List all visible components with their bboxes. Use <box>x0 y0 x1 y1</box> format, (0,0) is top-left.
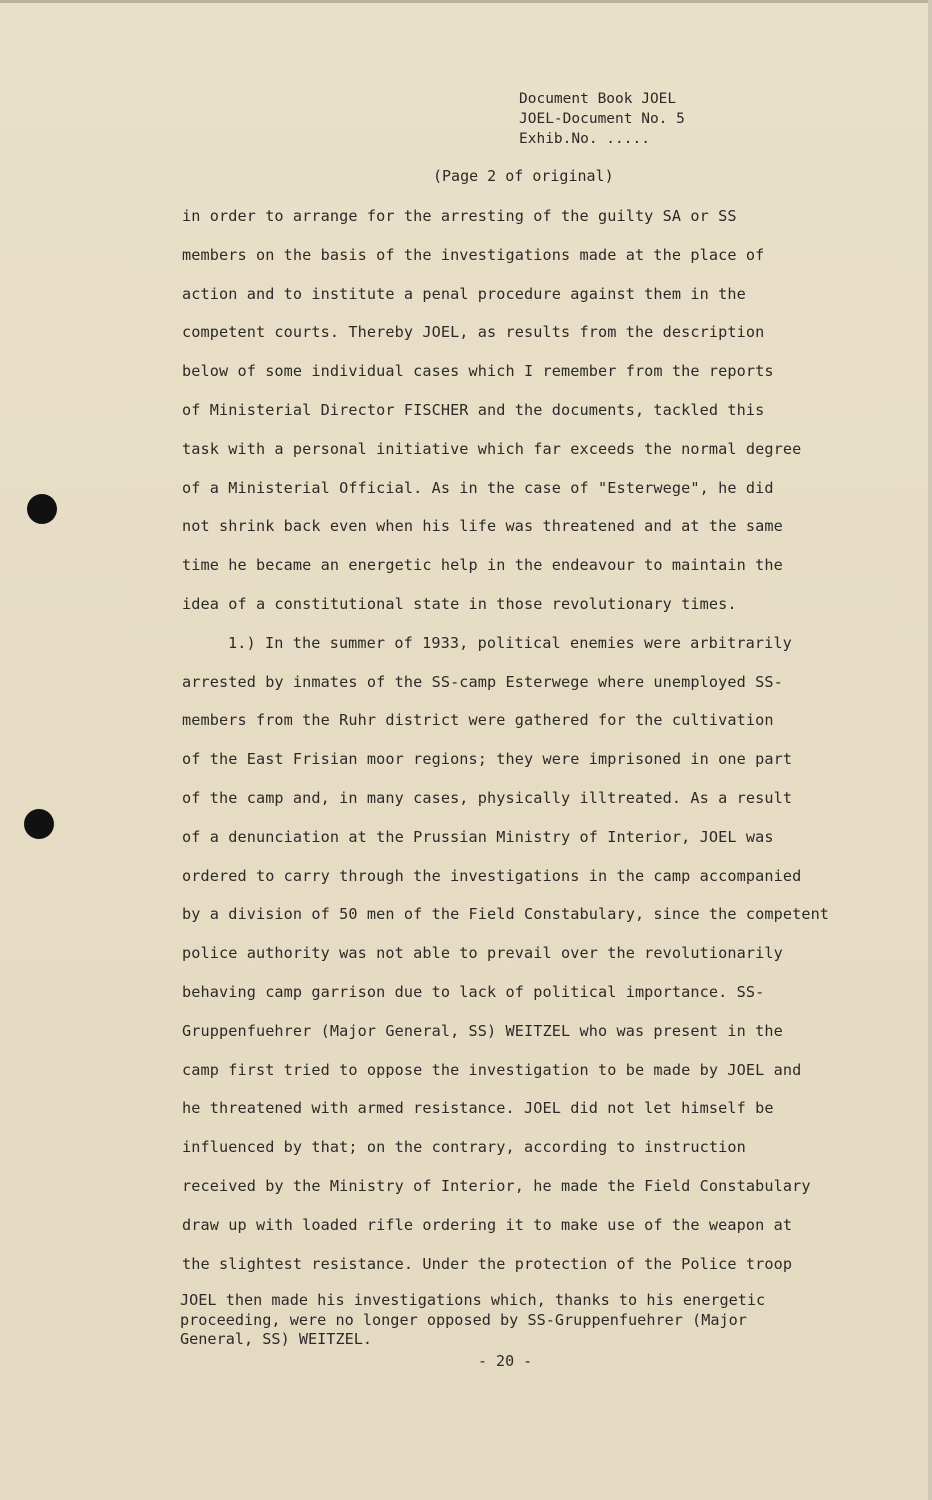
text-line: influenced by that; on the contrary, according to instruction <box>182 1138 746 1157</box>
text-line: competent courts. Thereby JOEL, as results from the description <box>182 323 765 342</box>
text-line: members on the basis of the investigations made at the place of <box>182 245 765 264</box>
text-line: of a Ministerial Official. As in the case of "Esterwege", he did <box>182 478 774 497</box>
text-line: members from the Ruhr district were gathered for the cultivation <box>182 711 774 730</box>
punch-hole-icon <box>24 809 54 839</box>
closing-text <box>180 1291 900 1350</box>
page-number: - 20 - <box>478 1352 533 1370</box>
page-of-original: (Page 2 of original) <box>433 167 614 185</box>
closing-line: General, SS) WEITZEL. <box>180 1330 373 1348</box>
text-line: task with a personal initiative which far exceeds the normal degree <box>182 439 802 458</box>
text-line: not shrink back even when his life was threatened and at the same <box>182 517 783 536</box>
text-line: of a denunciation at the Prussian Ministry of Interior, JOEL was <box>182 827 774 846</box>
closing-line: JOEL then made his investigations which, thanks to his energetic <box>180 1291 766 1309</box>
text-line: Gruppenfuehrer (Major General, SS) WEITZEL who was present in the <box>182 1021 783 1040</box>
exhibit-number: Exhib.No. ..... <box>519 131 650 147</box>
page-top-edge <box>0 0 932 3</box>
punch-hole-icon <box>27 494 57 524</box>
paragraph-1-start: 1.) In the summer of 1933, political enemies were arbitrarily <box>228 633 792 652</box>
closing-line: proceeding, were no longer opposed by SS-Gruppenfuehrer (Major <box>180 1310 747 1329</box>
text-line: below of some individual cases which I remember from the reports <box>182 362 774 381</box>
page-right-edge <box>928 0 932 1500</box>
text-line: time he became an energetic help in the endeavour to maintain the <box>182 556 783 575</box>
text-line: draw up with loaded rifle ordering it to make use of the weapon at <box>182 1215 793 1234</box>
document-header <box>519 89 685 149</box>
text-line: idea of a constitutional state in those revolutionary times. <box>182 594 737 613</box>
text-line: camp first tried to oppose the investigation to be made by JOEL and <box>182 1060 802 1079</box>
text-line: of the East Frisian moor regions; they were imprisoned in one part <box>182 750 793 769</box>
document-book-title: Document Book JOEL <box>519 91 677 107</box>
text-line: the slightest resistance. Under the protection of the Police troop <box>182 1254 793 1273</box>
text-line: by a division of 50 men of the Field Constabulary, since the competent <box>182 905 830 924</box>
text-line: police authority was not able to prevail over the revolutionarily <box>182 944 783 963</box>
text-line: ordered to carry through the investigations in the camp accompanied <box>182 866 802 885</box>
text-line: of the camp and, in many cases, physically illtreated. As a result <box>182 788 793 807</box>
text-line: in order to arrange for the arresting of the guilty SA or SS <box>182 207 737 225</box>
text-line: arrested by inmates of the SS-camp Esterwege where unemployed SS- <box>182 672 783 691</box>
text-line: he threatened with armed resistance. JOEL did not let himself be <box>182 1099 774 1118</box>
body-text <box>182 204 882 1290</box>
text-line: action and to institute a penal procedure against them in the <box>182 284 746 303</box>
document-number: JOEL-Document No. 5 <box>519 111 685 127</box>
text-line: behaving camp garrison due to lack of political importance. SS- <box>182 982 765 1001</box>
text-line: of Ministerial Director FISCHER and the documents, tackled this <box>182 400 765 419</box>
text-line: received by the Ministry of Interior, he made the Field Constabulary <box>182 1176 811 1195</box>
